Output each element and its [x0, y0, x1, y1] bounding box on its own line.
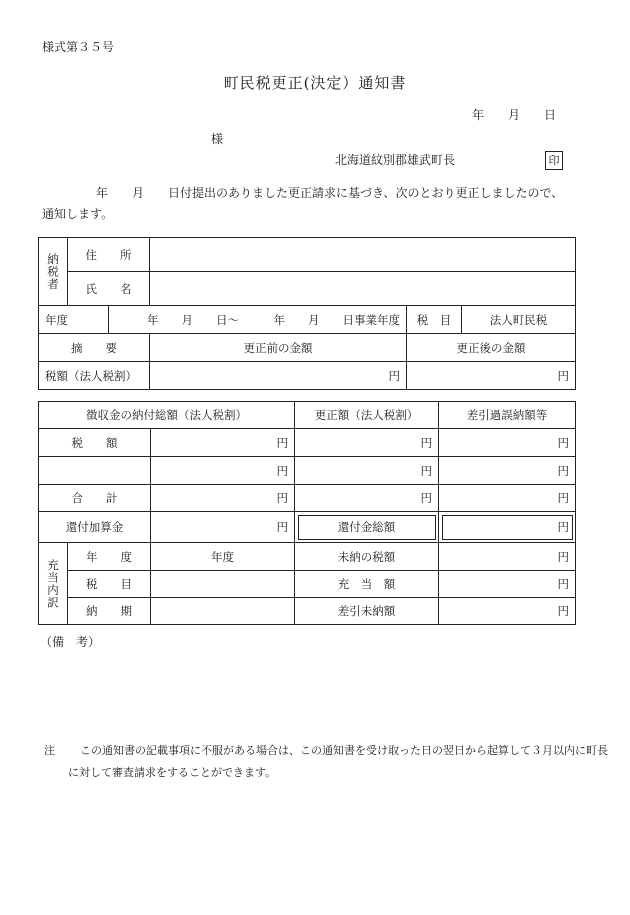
name-label: 氏 名 [68, 272, 150, 306]
tax-item-label: 税 目 [407, 306, 462, 334]
amount-before[interactable]: 円 [150, 362, 407, 390]
issue-date: 年 月 日 [472, 108, 557, 122]
blank-diff[interactable]: 円 [439, 457, 576, 485]
tax-amount-paid[interactable]: 円 [151, 429, 295, 457]
allocation-tax-item-label: 税 目 [68, 571, 151, 598]
settlement-header-total: 徴収金の納付総額（法人税割） [39, 402, 295, 429]
refund-addition-value[interactable]: 円 [151, 512, 295, 543]
settlement-table [38, 401, 576, 625]
issuer-name: 北海道紋別郡雄武町長 [335, 153, 456, 167]
settlement-header-correction: 更正額（法人税割） [295, 402, 439, 429]
note-text-line2: に対して審査請求をすることができます。 [68, 766, 277, 779]
unpaid-tax-label: 未納の税額 [295, 543, 439, 571]
allocation-due-value[interactable] [151, 598, 295, 625]
addressee-suffix: 様 [211, 132, 224, 146]
summary-header-item: 摘 要 [39, 334, 150, 362]
settlement-header-diff: 差引過誤納額等 [439, 402, 576, 429]
allocation-due-label: 納 期 [68, 598, 151, 625]
blank-correction[interactable]: 円 [295, 457, 439, 485]
seal-mark: 印 [545, 149, 563, 170]
allocation-label: 充当内訳 [39, 543, 68, 625]
tax-amount-diff[interactable]: 円 [439, 429, 576, 457]
form-number: 様式第３５号 [42, 40, 115, 54]
total-correction[interactable]: 円 [295, 485, 439, 512]
allocation-amount-label: 充 当 額 [295, 571, 439, 598]
blank-label [39, 457, 151, 485]
note-label: 注 [44, 744, 55, 757]
allocation-year-value[interactable]: 年度 [151, 543, 295, 571]
tax-amount-label: 税 額 [39, 429, 151, 457]
unpaid-tax-value[interactable]: 円 [439, 543, 576, 571]
address-value[interactable] [150, 238, 576, 272]
amount-after[interactable]: 円 [407, 362, 576, 390]
refund-addition-label: 還付加算金 [39, 512, 151, 543]
taxpayer-group-label: 納税者 [39, 238, 68, 306]
taxpayer-table [38, 237, 576, 390]
blank-paid[interactable]: 円 [151, 457, 295, 485]
summary-header-after: 更正後の金額 [407, 334, 576, 362]
remaining-unpaid-label: 差引未納額 [295, 598, 439, 625]
remaining-unpaid-value[interactable]: 円 [439, 598, 576, 625]
address-label: 住 所 [68, 238, 150, 272]
page-title: 町民税更正(決定）通知書 [223, 74, 407, 92]
refund-total-value[interactable]: 円 [439, 512, 576, 543]
total-paid[interactable]: 円 [151, 485, 295, 512]
refund-total-label: 還付金総額 [295, 512, 439, 543]
allocation-amount-value[interactable]: 円 [439, 571, 576, 598]
allocation-year-label: 年 度 [68, 543, 151, 571]
business-year-text: 年 月 日〜 年 月 日事業年度 [109, 306, 407, 334]
summary-header-before: 更正前の金額 [150, 334, 407, 362]
summary-row-label: 税額（法人税割） [39, 362, 150, 390]
total-diff[interactable]: 円 [439, 485, 576, 512]
note-text-line1: この通知書の記載事項に不服がある場合は、この通知書を受け取った日の翌日から起算して３月以内に町長 [80, 744, 608, 757]
name-value[interactable] [150, 272, 576, 306]
total-label: 合 計 [39, 485, 151, 512]
intro-text-line2: 通知します。 [42, 207, 114, 221]
intro-text-line1: 年 月 日付提出のありました更正請求に基づき、次のとおり更正しましたので、 [96, 186, 564, 200]
allocation-tax-item-value[interactable] [151, 571, 295, 598]
tax-amount-correction[interactable]: 円 [295, 429, 439, 457]
remarks-label: （備 考） [40, 635, 101, 649]
fiscal-year-label: 年度 [39, 306, 109, 334]
tax-item-value: 法人町民税 [462, 306, 576, 334]
